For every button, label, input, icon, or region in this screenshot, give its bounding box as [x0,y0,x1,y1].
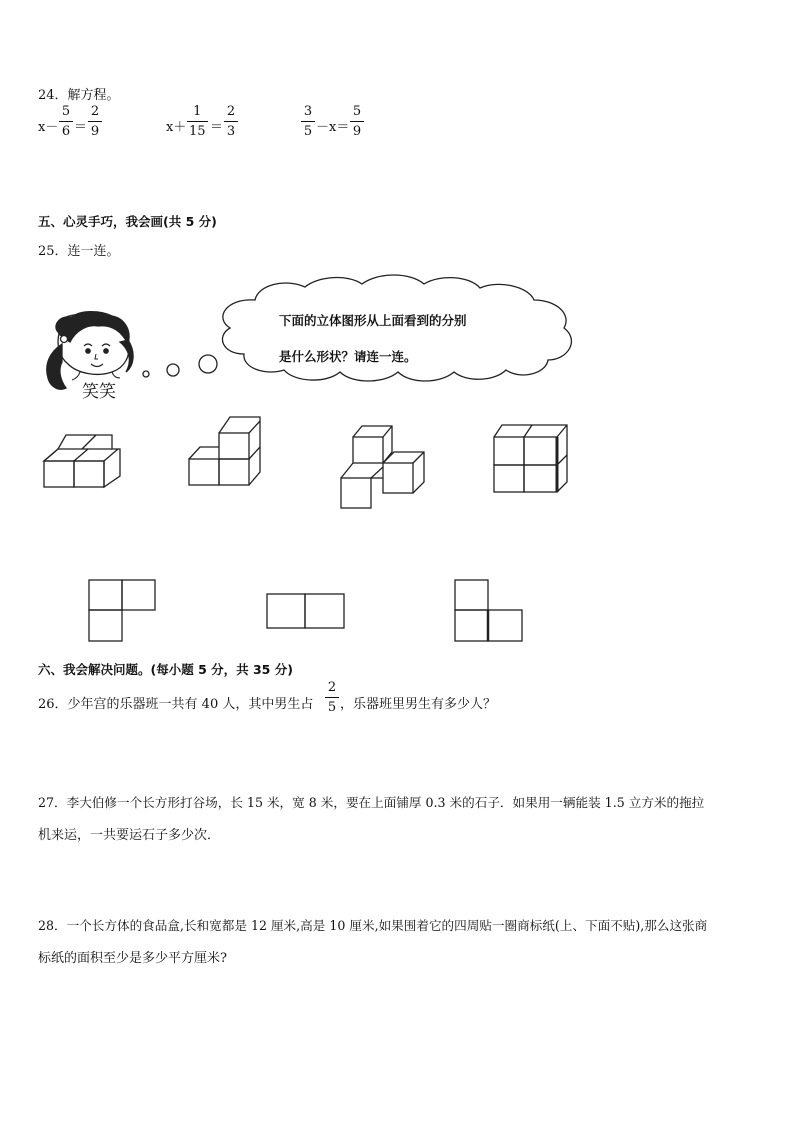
eq1-lead: x－ [38,120,59,135]
eq1-f1-numerator: 5 [61,104,71,119]
eq3-f1-numerator: 3 [303,104,313,119]
q25-title: 25．连一连。 [38,244,120,259]
eq3-f1-denominator: 5 [303,124,313,139]
q27-line-2: 机来运，一共要运石子多少次． [38,828,221,843]
top-view-3 [455,580,522,641]
bubble-text-line-1: 下面的立体图形从上面看到的分别 [279,313,467,328]
q26-text-before: 26．少年宫的乐器班一共有 40 人，其中男生占 [38,697,314,712]
q26-numerator: 2 [327,680,337,695]
eq1-f2-denominator: 9 [90,124,100,139]
eq3-middle: －x＝ [316,120,350,135]
girl-label: 笑笑 [82,382,116,402]
eq2-f1-denominator: 15 [189,124,206,139]
eq2-f2-denominator: 3 [226,124,236,139]
top-view-2 [267,594,344,628]
solid-figure-2 [189,417,260,485]
eq3-f2-denominator: 9 [352,124,362,139]
eq1-f2-numerator: 2 [90,104,100,119]
thought-bubble-medium [167,364,179,376]
eq1-f1-denominator: 6 [61,124,71,139]
q26-text-after: ，乐器班里男生有多少人？ [340,697,497,712]
section-6-heading: 六、我会解决问题。(每小题 5 分，共 35 分) [38,662,293,677]
solid-figure-4 [494,425,567,492]
q28-line-1: 28．一个长方体的食品盒,长和宽都是 12 厘米,高是 10 厘米,如果围着它的四周贴一圈商标纸(上、下面不贴),那么这张商 [38,918,708,933]
q27-line-1: 27．李大伯修一个长方形打谷场，长 15 米，宽 8 米，要在上面铺厚 0.3 米的石子．如果用一辆能装 1.5 立方米的拖拉 [38,795,705,810]
q26-denominator: 5 [327,700,337,715]
q28-line-2: 标纸的面积至少是多少平方厘米? [38,951,227,966]
eq2-f2-numerator: 2 [226,104,236,119]
solid-figure-3 [341,426,424,508]
eq2-lead: x＋ [166,120,187,135]
section-5-heading: 五、心灵手巧，我会画(共 5 分) [38,214,217,229]
thought-bubble-small [143,371,149,377]
eq3-f2-numerator: 5 [352,104,362,119]
solid-figure-1 [44,435,120,487]
q26-fraction [326,680,338,715]
eq2-equals: ＝ [210,120,224,135]
eq1-equals: ＝ [74,120,88,135]
eq2-f1-numerator: 1 [193,104,202,119]
top-view-1 [89,580,155,641]
bubble-text-line-2: 是什么形状？请连一连。 [279,349,417,364]
q24-title: 24．解方程。 [38,88,120,103]
thought-bubble-large [199,355,217,373]
